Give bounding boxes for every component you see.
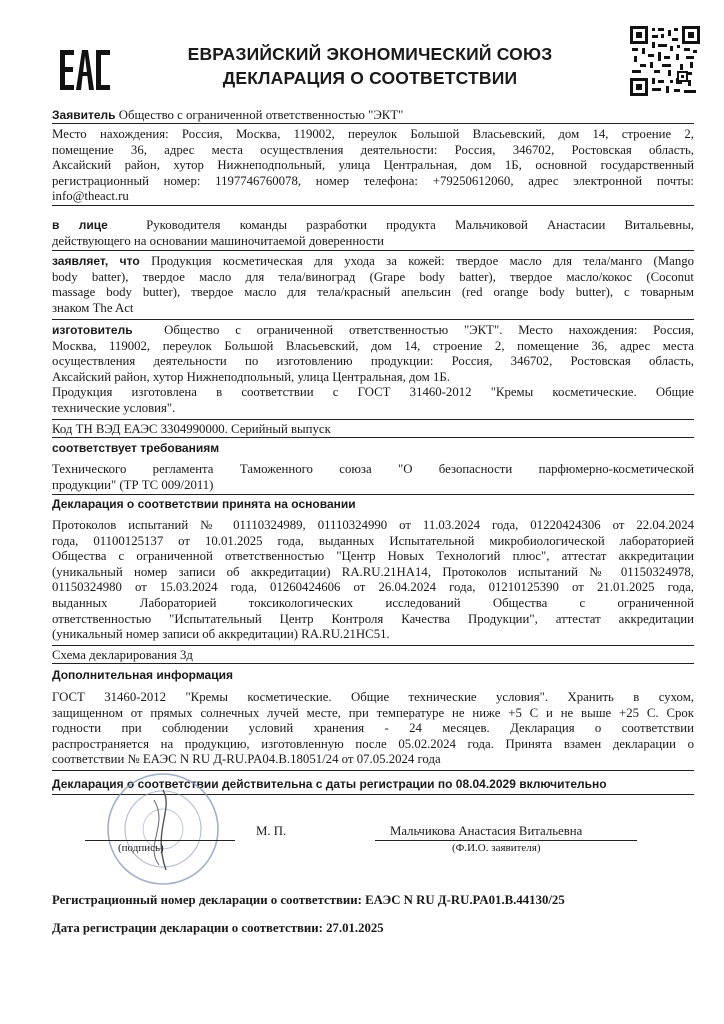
basis-line: (уникальный номер записи об аккредитации) RA.RU.21НА14, Протоколов испытаний № 01150324978, <box>52 564 694 579</box>
represented-line2: действующего на основании машиночитаемой доверенности <box>52 233 385 248</box>
sign-caption: (подпись) <box>118 842 164 854</box>
declares-line: знаком The Act <box>52 300 134 315</box>
requirements-line: Технического регламента Таможенного союза "О безопасности парфюмерно-косметической <box>52 462 694 476</box>
basis-line: Общества с ограниченной ответственностью "Центр Новых Технологий плюс", аттестат аккредитации <box>52 549 694 564</box>
declares-block <box>52 254 694 316</box>
registration-date: Дата регистрации декларации о соответствии: 27.01.2025 <box>52 921 384 935</box>
manufacturer-block <box>52 323 694 417</box>
declares-line: Продукция косметическая для ухода за кожей: твердое масло для тела/манго (Mango <box>151 254 695 268</box>
applicant-email: info@theact.ru <box>52 189 129 204</box>
company-stamp <box>104 770 222 888</box>
stamp-icon <box>104 770 222 888</box>
additional-line: соответствии № ЕАЭС N RU Д-RU.PA04.B.18051/24 от 07.05.2024 года <box>52 752 441 767</box>
applicant-name: Общество с ограниченной ответственностью "ЭКТ" <box>118 108 404 122</box>
basis-label: Декларация о соответствии принята на основании <box>52 497 356 511</box>
additional-line: распространяется на продукцию, изготовленную после 05.02.2024 года. Принята взамен декларации о <box>52 736 694 751</box>
applicant-address-line: Место нахождения: Россия, Москва, 119002, переулок Большой Власьевский, дом 14, строение 2, <box>52 127 694 141</box>
basis-scheme: Схема декларирования 3д <box>52 648 193 662</box>
registration-number: Регистрационный номер декларации о соответствии: ЕАЭС N RU Д-RU.PA01.B.44130/25 <box>52 893 565 907</box>
qr-code-icon <box>630 26 700 96</box>
basis-line: ответственностью "Испытательный Центр Контроля Качества Продукции", аттестат аккредитации <box>52 611 694 626</box>
tnved-code: Код ТН ВЭД ЕАЭС 3304990000. Серийный выпуск <box>52 422 331 436</box>
declares-line: body batter), твердое масло для тела/виноград (Grape body batter), твердое масло/кокос (Coconut <box>52 269 694 284</box>
manufacturer-line: осуществления деятельности по изготовлению продукции: Россия, 346702, Ростовская область, <box>52 354 694 369</box>
represented-row <box>52 218 694 249</box>
applicant-label: Заявитель <box>52 108 116 122</box>
manufacturer-line: Общество с ограниченной ответственностью "ЭКТ". Место нахождения: Россия, <box>164 323 694 337</box>
signer-name: Мальчикова Анастасия Витальевна <box>390 824 583 838</box>
represented-label: в лице <box>52 218 108 232</box>
basis-block <box>52 518 694 643</box>
basis-line: 01150324980 от 15.03.2024 года, 01260424606 от 26.04.2024 года, 01210125390 от 21.01.2025 года, <box>52 580 694 595</box>
additional-label: Дополнительная информация <box>52 668 233 682</box>
manufacturer-line: Аксайский район, хутор Нижнеподпольный, улица Центральная, дом 1Б. <box>52 369 450 384</box>
basis-line: года, 01100125137 от 10.01.2025 года, выданных Испытательной микробиологической лабораторией <box>52 533 694 548</box>
qr-code <box>630 26 700 96</box>
manufacturer-line: Москва, 119002, переулок Большой Власьевский, дом 14, строение 2, помещение 36, адрес места <box>52 338 694 353</box>
additional-line: годности при соблюдении условий хранения - 24 месяцев. Декларация о соответствии <box>52 721 694 736</box>
header-title-line1: ЕВРАЗИЙСКИЙ ЭКОНОМИЧЕСКИЙ СОЮЗ <box>187 44 553 64</box>
header-title-line2: ДЕКЛАРАЦИЯ О СООТВЕТСТВИИ <box>222 68 518 88</box>
declares-line: massage body butter), твердое масло для тела/красный апельсин (red orange body butter), с товарным <box>52 285 694 300</box>
requirements-line: продукции" (ТР ТС 009/2011) <box>52 477 214 492</box>
basis-line: (уникальный номер записи об аккредитации) RA.RU.21НС51. <box>52 627 390 642</box>
eac-logo <box>56 38 114 100</box>
basis-line: выданных Лабораторией токсикологических исследований Общества с ограниченной <box>52 595 694 610</box>
requirements-label: соответствует требованиям <box>52 441 220 455</box>
manufacturer-label: изготовитель <box>52 323 133 337</box>
applicant-address-line: Аксайский район, хутор Нижнеподпольный, улица Центральная, дом 1Б, основной государственный <box>52 158 694 173</box>
basis-line: Протоколов испытаний № 01110324989, 01110324990 от 11.03.2024 года, 01220424306 от 22.04.2024 <box>52 518 694 532</box>
name-caption: (Ф.И.О. заявителя) <box>452 842 541 854</box>
eac-logo-icon <box>56 38 114 100</box>
manufacturer-line: технические условия". <box>52 400 176 415</box>
requirements-block <box>52 462 694 493</box>
represented-line1: Руководителя команды разработки продукта Мальчиковой Анастасии Витальевны, <box>146 218 694 232</box>
applicant-address <box>52 127 694 205</box>
applicant-address-line: регистрационный номер: 1197746760078, номер телефона: +79250612060, адрес электронной почты: <box>52 173 694 188</box>
additional-line: ГОСТ 31460-2012 "Кремы косметические. Общие технические условия". Хранить в сухом, <box>52 690 694 704</box>
applicant-address-line: помещение 36, адрес места осуществления деятельности: Россия, 346702, Ростовская область, <box>52 142 694 157</box>
additional-block <box>52 690 694 768</box>
applicant-row <box>52 108 694 124</box>
additional-line: защищенном от прямых солнечных лучей месте, при температуре не ниже +5 С и не выше +25 С. Срок <box>52 705 694 720</box>
manufacturer-line: Продукция изготовлена в соответствии с ГОСТ 31460-2012 "Кремы косметические. Общие <box>52 385 694 400</box>
validity-text: Декларация о соответствии действительна с даты регистрации по 08.04.2029 включительно <box>52 777 607 791</box>
declares-label: заявляет, что <box>52 254 140 268</box>
mp-label: М. П. <box>256 824 287 838</box>
